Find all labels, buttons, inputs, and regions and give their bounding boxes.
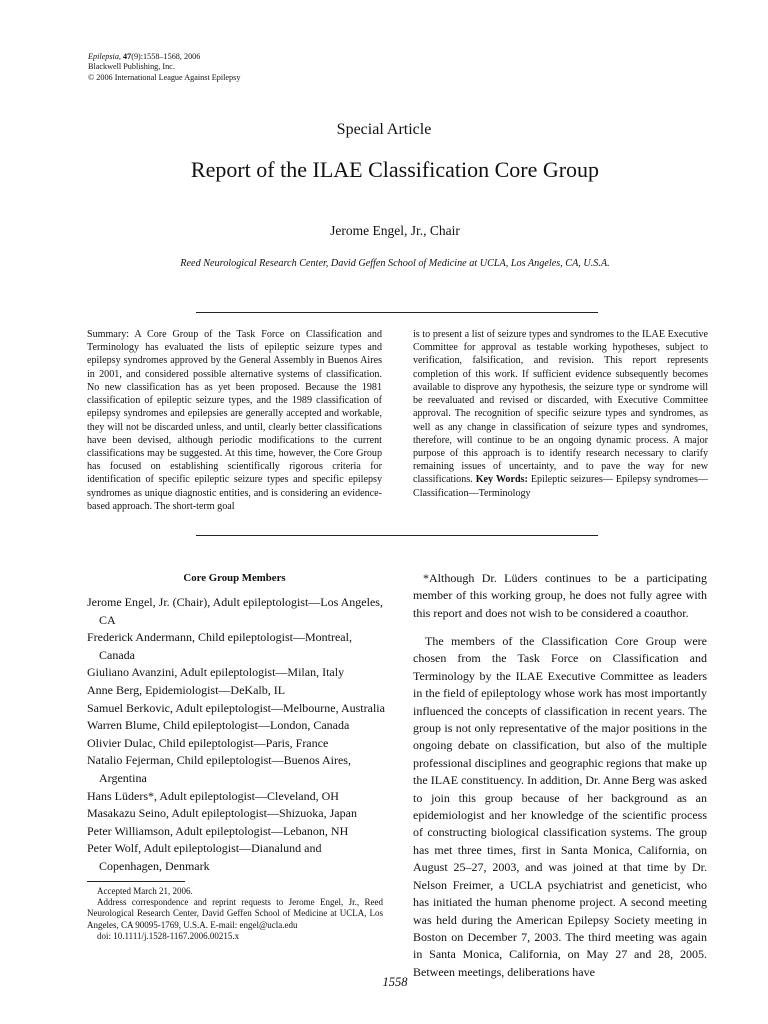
keywords-label: Key Words: (475, 474, 528, 486)
copyright: © 2006 International League Against Epilepsy (88, 72, 241, 82)
accepted-date: Accepted March 21, 2006. (97, 886, 193, 896)
member-item: Peter Williamson, Adult epileptologist—Lebanon, NH (87, 823, 349, 838)
member-item: Masakazu Seino, Adult epileptologist—Shizuoka, Japan (87, 806, 357, 821)
citation-line (88, 52, 240, 62)
page-number: 1558 (382, 975, 408, 989)
member-item: Peter Wolf, Adult epileptologist—Dianalund and Copenhagen, Denmark (87, 841, 322, 873)
members-list (87, 594, 387, 876)
doi: doi: 10.1111/j.1528-1167.2006.00215.x (97, 930, 240, 941)
member-item: Samuel Berkovic, Adult epileptologist—Melbourne, Australia (87, 700, 385, 715)
article-type: Special Article (336, 121, 432, 138)
members-heading: Core Group Members (183, 572, 286, 584)
member-item: Giuliano Avanzini, Adult epileptologist—Milan, Italy (87, 665, 345, 680)
publisher: Blackwell Publishing, Inc. (88, 62, 175, 72)
abstract-top-rule (196, 312, 598, 313)
member-item: Jerome Engel, Jr. (Chair), Adult epileptologist—Los Angeles, CA (87, 595, 383, 627)
member-item: Frederick Andermann, Child epileptologist—Montreal, Canada (87, 630, 352, 662)
keywords: Epileptic seizures— Epilepsy syndromes—Classification—Terminology (413, 474, 708, 499)
abstract-text: is to present a list of seizure types and syndromes to the ILAE Executive Committee for approval as testable working hypotheses, subject to verification, falsification, and revision. This report represents completion of this work. If sufficient evidence subsequently becomes available to disprove any hypothesis, the seizure type or syndrome will be reevaluated and revised or discarded, with Executive Committee approval. The recognition of specific seizure types and syndromes, as well as any change in classification of seizure types and syndromes, therefore, will continue to be an ongoing dynamic process. A major purpose of this approach is to identify research necessary to clarify remaining issues of uncertainty, and to pave the way for new classifications. (413, 329, 708, 486)
article-title: Report of the ILAE Classification Core Group (190, 157, 600, 182)
author-affiliation: Reed Neurological Research Center, David Geffen School of Medicine at UCLA, Los Angeles, CA, U.S.A. (180, 258, 610, 269)
correspondence-address: Address correspondence and reprint requests to Jerome Engel, Jr., Reed Neurological Research Center, David Geffen School of Medicine at UCLA, Los Angeles, CA 90095-1769, U.S.A. E-mail: engel@ucla.edu (87, 897, 383, 930)
member-item: Olivier Dulac, Child epileptologist—Paris, France (87, 735, 329, 750)
abstract-right-column (413, 328, 708, 500)
footnote-rule (87, 881, 185, 882)
journal-citation (88, 52, 240, 83)
body-paragraph: The members of the Classification Core Group were chosen from the Task Force on Classification and Terminology by the ILAE Executive Committee as leaders in the field of epileptology whose work has most importantly influenced the concepts of classification in recent years. The group is not only representative of the major positions in the ongoing debate on classification, but also of the multiple professional disciplines and geographic regions that make up the ILAE constituency. In addition, Dr. Anne Berg was asked to join this group because of her background as an epidemiologist and her knowledge of the scientific process of constructing biological classification systems. The group has met three times, first in Santa Monica, California, on August 25–27, 2003, and was joined at that time by Dr. Nelson Freimer, a UCLA psychiatrist and geneticist, who has initiated the human phenome project. A second meeting was held during the American Epilepsy Society meeting in Boston on December 7, 2003. The third meeting was again in Santa Monica, California, on May 27 and 28, 2005. Between meetings, deliberations have (413, 634, 707, 979)
journal-volume: 47 (123, 52, 132, 61)
member-item: Warren Blume, Child epileptologist—London, Canada (87, 718, 350, 733)
member-item: Hans Lüders*, Adult epileptologist—Cleveland, OH (87, 788, 339, 803)
member-item: Anne Berg, Epidemiologist—DeKalb, IL (87, 682, 286, 697)
member-item: Natalio Fejerman, Child epileptologist—Buenos Aires, Argentina (87, 753, 351, 785)
abstract-left-column: Summary: A Core Group of the Task Force on Classification and Terminology has evaluated the lists of epileptic seizure types and epilepsy syndromes approved by the General Assembly in Buenos Aires in 2001, and considered possible alternative systems of classification. No new classification has as yet been proposed. Because the 1981 classification of epileptic seizure types, and the 1989 classification of epilepsy syndromes and epilepsies are generally accepted and workable, they will not be discarded unless, and until, clearly better classifications have been devised, although periodic modifications to the current classifications may be suggested. At this time, however, the Core Group has focused on establishing scientifically rigorous criteria for identification of specific epileptic seizure types and specific epilepsy syndromes as unique diagnostic entities, and is considering an evidence-based approach. The short-term goal (87, 329, 382, 512)
journal-name: Epilepsia, (88, 52, 121, 61)
journal-issue-pages: (9):1558–1568, 2006 (131, 52, 201, 61)
footnote (87, 886, 383, 942)
author-line: Jerome Engel, Jr., Chair (330, 223, 460, 238)
coauthor-note: *Although Dr. Lüders continues to be a participating member of this working group, he does not fully agree with this report and does not wish to be considered a coauthor. (413, 571, 707, 620)
abstract-bottom-rule (196, 535, 598, 536)
